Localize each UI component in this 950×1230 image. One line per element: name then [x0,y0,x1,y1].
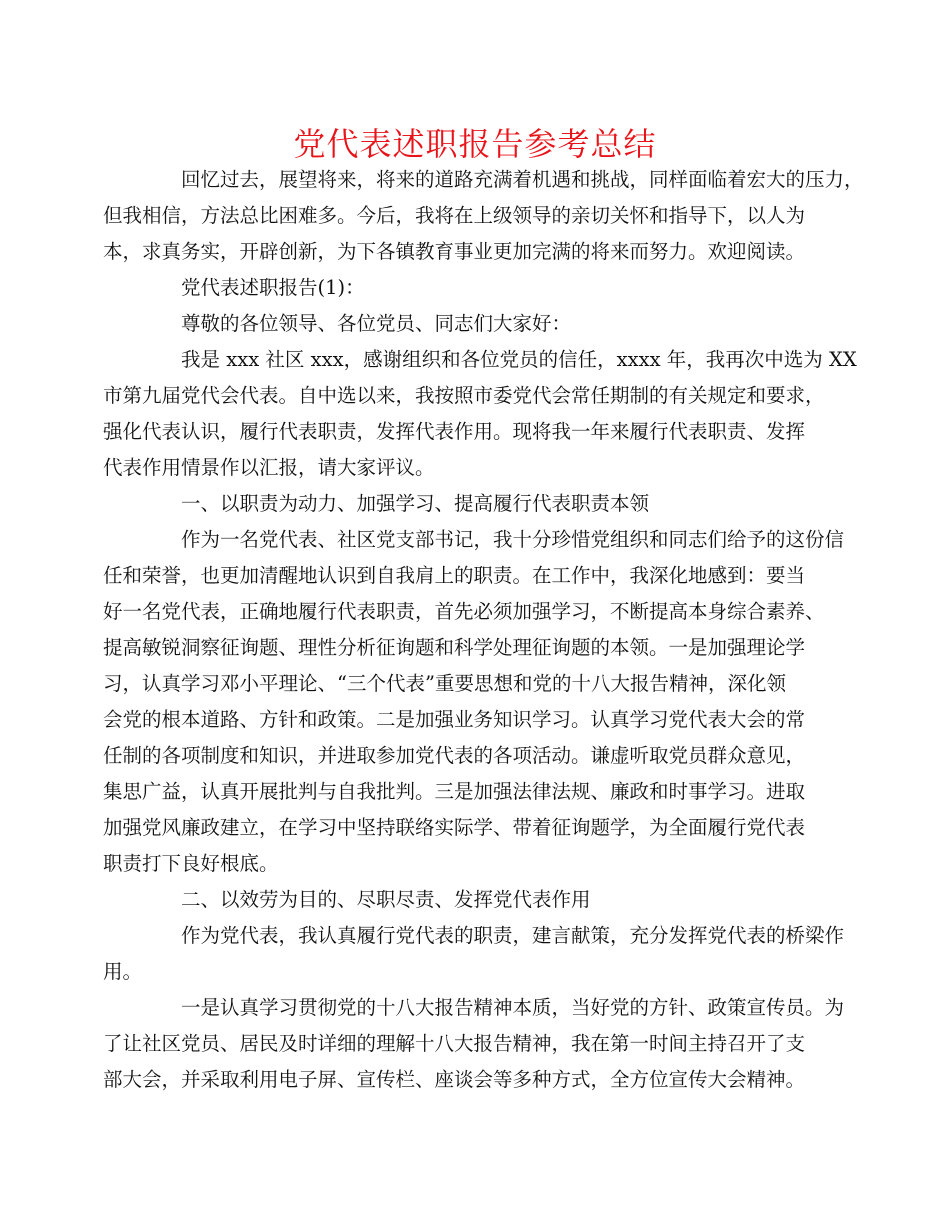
paragraph-line: 二、以效劳为目的、尽职尽责、发挥党代表作用 [181,888,591,911]
paragraph-line: 党代表述职报告(1)： [181,276,365,299]
paragraph-line: 尊敬的各位领导、各位党员、同志们大家好： [181,312,572,335]
paragraph-line: 集思广益，认真开展批判与自我批判。三是加强法律法规、廉政和时事学习。进取 [103,780,806,803]
document-title: 党代表述职报告参考总结 [293,125,657,163]
body-paragraph [103,990,845,1098]
paragraph-line: 习，认真学习邓小平理论、“三个代表”重要思想和党的十八大报告精神，深化领 [103,672,786,695]
paragraph-line: 用。 [103,960,143,983]
paragraph-line: 作为一名党代表、社区党支部书记，我十分珍惜党组织和同志们给予的这份信 [181,528,845,551]
document-body [103,162,864,1098]
body-paragraph [142,306,814,342]
paragraph-line: 代表作用情景作以汇报，请大家评议。 [103,456,435,479]
paragraph-line: 但我相信，方法总比困难多。今后，我将在上级领导的亲切关怀和指导下，以人为 [103,204,806,227]
paragraph-line: 强化代表认识，履行代表职责，发挥代表作用。现将我一年来履行代表职责、发挥 [103,420,806,443]
paragraph-line: 一是认真学习贯彻党的十八大报告精神本质，当好党的方针、政策宣传员。为 [181,996,845,1019]
paragraph-line: 市第九届党代会代表。自中选以来，我按照市委党代会常任期制的有关规定和要求， [103,384,825,407]
paragraph-line: 会党的根本道路、方针和政策。二是加强业务知识学习。认真学习党代表大会的常 [103,708,806,731]
paragraph-line: 加强党风廉政建立，在学习中坚持联络实际学、带着征询题学，为全面履行党代表 [103,816,806,839]
paragraph-line: 好一名党代表，正确地履行代表职责，首先必须加强学习，不断提高本身综合素养、 [103,600,825,623]
body-paragraph [103,522,845,882]
paragraph-line: 回忆过去，展望将来，将来的道路充满着机遇和挑战，同样面临着宏大的压力， [181,168,864,191]
body-paragraph [142,270,814,306]
paragraph-line: 部大会，并采取利用电子屏、宣传栏、座谈会等多种方式，全方位宣传大会精神。 [103,1068,806,1091]
body-paragraph [103,342,857,486]
body-paragraph [103,162,864,270]
paragraph-line: 任和荣誉，也更加清醒地认识到自我肩上的职责。在工作中，我深化地感到：要当 [103,564,806,587]
paragraph-line: 任制的各项制度和知识，并进取参加党代表的各项活动。谦虚听取党员群众意见， [103,744,806,767]
body-paragraph [142,486,814,522]
paragraph-line: 作为党代表，我认真履行党代表的职责，建言献策，充分发挥党代表的桥梁作 [181,924,845,947]
body-paragraph [103,918,845,990]
paragraph-line: 了让社区党员、居民及时详细的理解十八大报告精神，我在第一时间主持召开了支 [103,1032,806,1055]
paragraph-line: 提高敏锐洞察征询题、理性分析征询题和科学处理征询题的本领。一是加强理论学 [103,636,806,659]
paragraph-line: 职责打下良好根底。 [103,852,279,875]
paragraph-line: 我是 xxx 社区 xxx，感谢组织和各位党员的信任，xxxx 年，我再次中选为 XX [181,348,857,371]
paragraph-line: 本，求真务实，开辟创新，为下各镇教育事业更加完满的将来而努力。欢迎阅读。 [103,240,806,263]
paragraph-line: 一、以职责为动力、加强学习、提高履行代表职责本领 [181,492,650,515]
body-paragraph [142,882,814,918]
